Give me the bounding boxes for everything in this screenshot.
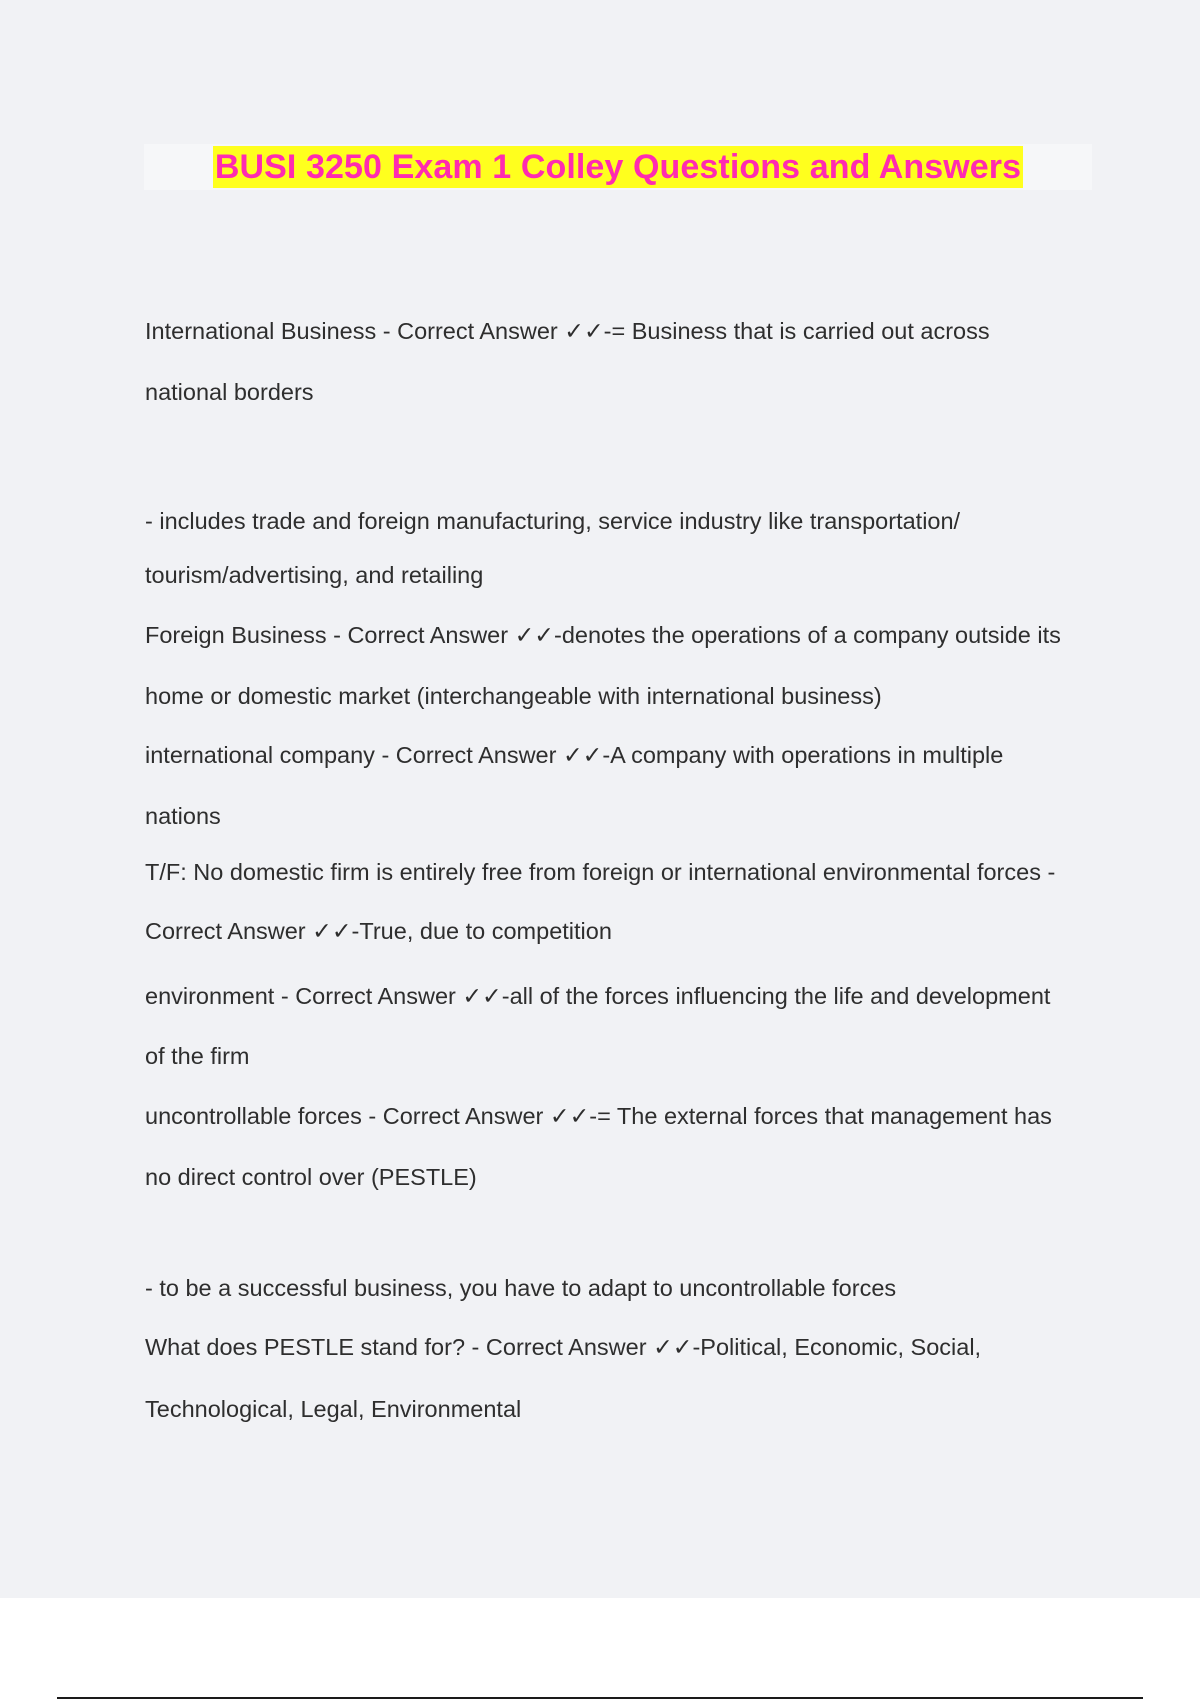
text-line: no direct control over (PESTLE)	[145, 1164, 477, 1190]
text-line: - includes trade and foreign manufacturing, service industry like transportation/	[145, 508, 961, 534]
text-line: T/F: No domestic firm is entirely free from foreign or international environmental forces -	[145, 859, 1056, 885]
text-line: environment - Correct Answer ✓✓-all of the forces influencing the life and development	[145, 983, 1051, 1009]
text-line: International Business - Correct Answer ✓✓-= Business that is carried out across	[145, 318, 990, 344]
text-line: nations	[145, 803, 221, 829]
text-line: tourism/advertising, and retailing	[145, 562, 484, 588]
text-line: national borders	[145, 379, 314, 405]
text-line: Foreign Business - Correct Answer ✓✓-denotes the operations of a company outside its	[145, 622, 1061, 648]
text-line: What does PESTLE stand for? - Correct Answer ✓✓-Political, Economic, Social,	[145, 1334, 982, 1360]
bottom-divider	[57, 1697, 1143, 1699]
text-line: Correct Answer ✓✓-True, due to competition	[145, 918, 612, 944]
text-line: international company - Correct Answer ✓✓-A company with operations in multiple	[145, 742, 1004, 768]
text-line: of the firm	[145, 1043, 250, 1069]
document-title: BUSI 3250 Exam 1 Colley Questions and Answers	[214, 148, 1022, 186]
text-line: uncontrollable forces - Correct Answer ✓✓-= The external forces that management has	[145, 1103, 1052, 1129]
text-line: - to be a successful business, you have to adapt to uncontrollable forces	[145, 1275, 897, 1301]
text-line: home or domestic market (interchangeable with international business)	[145, 683, 882, 709]
title-band	[144, 144, 1092, 190]
text-line: Technological, Legal, Environmental	[145, 1396, 522, 1422]
